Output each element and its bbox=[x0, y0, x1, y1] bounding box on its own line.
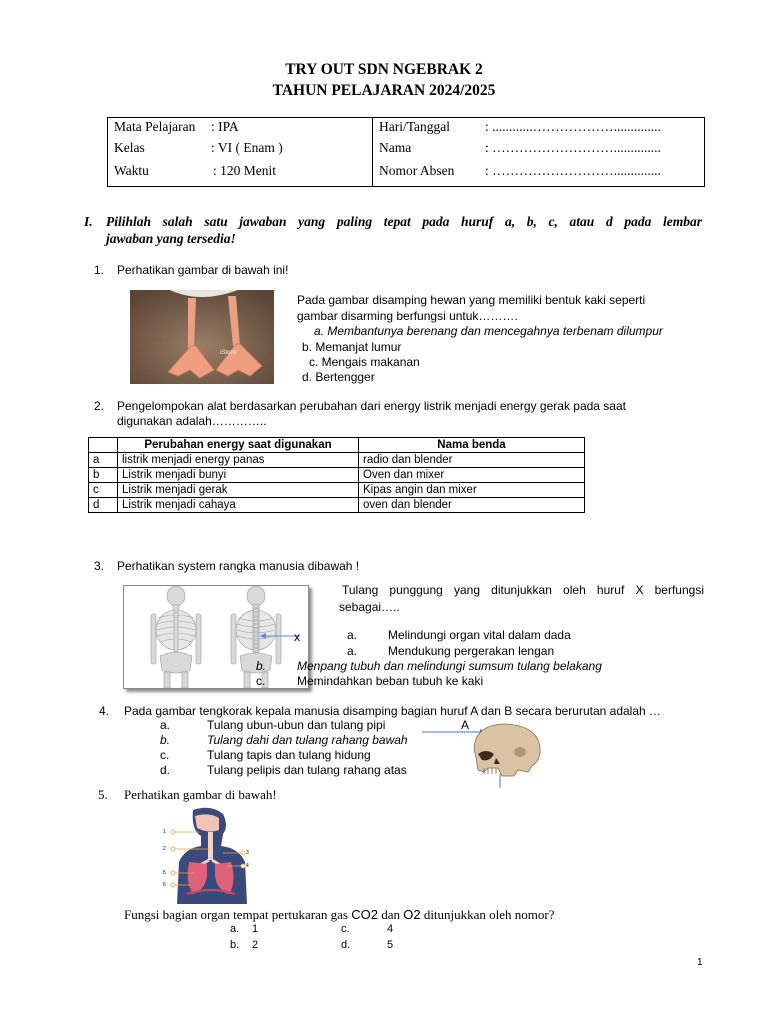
q5-option-b-letter: b. bbox=[230, 939, 240, 951]
section-instruction-line1: Pilihlah salah satu jawaban yang paling tepat pada huruf a, b, c, atau d pada lembar bbox=[106, 214, 702, 229]
q3-option-1-text: Melindungi organ vital dalam dada bbox=[388, 628, 571, 642]
absence-number-field: : ……………………….............. bbox=[485, 163, 661, 178]
q3-text-line2: sebagai….. bbox=[339, 600, 400, 614]
q3-text-line1: Tulang punggung yang ditunjukkan oleh huruf X berfungsi bbox=[342, 583, 704, 597]
row-item: Oven dan mixer bbox=[359, 468, 585, 483]
table-row bbox=[89, 453, 585, 468]
q3-option-2-text: Mendukung pergerakan lengan bbox=[388, 644, 555, 658]
q5-option-b-text: 2 bbox=[252, 939, 259, 951]
class-label: Kelas bbox=[114, 140, 145, 155]
respiratory-diagram bbox=[165, 806, 255, 904]
section-instruction-line2: jawaban yang tersedia! bbox=[106, 231, 236, 246]
q3-option-4-letter: c. bbox=[256, 674, 266, 688]
q4-option-d-letter: d. bbox=[160, 763, 171, 777]
q2-text-line1: Pengelompokan alat berdasarkan perubahan dari energy listrik menjadi energy gerak pada saat bbox=[117, 399, 626, 413]
date-field: : ............……………….............. bbox=[485, 119, 661, 134]
q4-number: 4. bbox=[99, 704, 110, 718]
q1-option-c: c. Mengais makanan bbox=[309, 355, 420, 369]
q3-option-4-text: Memindahkan beban tubuh ke kaki bbox=[297, 674, 484, 688]
q5-question bbox=[124, 907, 555, 923]
q5-option-d-text: 5 bbox=[387, 939, 394, 951]
q5-option-c-letter: c. bbox=[341, 923, 350, 935]
diagram-label-2: 2 bbox=[163, 846, 166, 852]
q4-marker-a: A bbox=[461, 718, 470, 732]
q4-text: Pada gambar tengkorak kepala manusia disamping bagian huruf A dan B secara berurutan adalah … bbox=[124, 704, 662, 718]
q5-option-c-text: 4 bbox=[387, 923, 394, 935]
row-letter: a bbox=[89, 453, 118, 468]
subject-value: : IPA bbox=[211, 119, 239, 134]
energy-table bbox=[88, 437, 585, 513]
table-header-row bbox=[89, 438, 585, 453]
image-watermark: iStock bbox=[220, 350, 237, 356]
info-box-divider bbox=[372, 118, 373, 186]
duck-feet-image bbox=[130, 290, 274, 384]
q5-gas-o2: O2 bbox=[403, 907, 421, 922]
q2-number: 2. bbox=[94, 399, 105, 413]
row-letter: c bbox=[89, 483, 118, 498]
row-letter: b bbox=[89, 468, 118, 483]
page-title-line1: TRY OUT SDN NGEBRAK 2 bbox=[285, 61, 483, 78]
q4-option-b-letter: b. bbox=[160, 733, 171, 747]
q3-prompt: Perhatikan system rangka manusia dibawah ! bbox=[117, 559, 360, 573]
q5-question-post: ditunjukkan oleh nomor? bbox=[420, 907, 555, 922]
date-label: Hari/Tanggal bbox=[379, 119, 451, 134]
diagram-label-6: 6 bbox=[163, 882, 166, 888]
q4-option-b-text: Tulang dahi dan tulang rahang bawah bbox=[207, 733, 408, 747]
q4-option-a-letter: a. bbox=[160, 718, 171, 732]
table-header-blank bbox=[89, 438, 118, 453]
q5-number: 5. bbox=[98, 787, 108, 802]
q1-text-line1: Pada gambar disamping hewan yang memiliki bentuk kaki seperti bbox=[297, 293, 646, 307]
table-row bbox=[89, 468, 585, 483]
q5-question-mid: dan bbox=[377, 907, 404, 922]
row-change: Listrik menjadi cahaya bbox=[118, 498, 359, 513]
row-item: radio dan blender bbox=[359, 453, 585, 468]
skull-image bbox=[414, 718, 548, 788]
row-change: Listrik menjadi gerak bbox=[118, 483, 359, 498]
row-letter: d bbox=[89, 498, 118, 513]
diagram-label-1: 1 bbox=[163, 829, 166, 835]
q5-gas-co2: CO2 bbox=[351, 907, 378, 922]
q3-number: 3. bbox=[94, 559, 105, 573]
q3-option-3-letter: b. bbox=[256, 659, 267, 673]
q5-option-a-letter: a. bbox=[230, 923, 240, 935]
absence-number-label: Nomor Absen bbox=[379, 163, 455, 178]
row-change: listrik menjadi energy panas bbox=[118, 453, 359, 468]
diagram-label-4: 4 bbox=[246, 863, 249, 869]
diagram-label-3: 3 bbox=[246, 850, 249, 856]
q3-marker-x: x bbox=[294, 630, 300, 644]
q1-text-line2: gambar disarming berfungsi untuk………. bbox=[297, 309, 518, 323]
q5-question-pre: Fungsi bagian organ tempat pertukaran gas bbox=[124, 907, 352, 922]
subject-label: Mata Pelajaran bbox=[114, 119, 196, 134]
row-change: Listrik menjadi bunyi bbox=[118, 468, 359, 483]
q5-option-d-letter: d. bbox=[341, 939, 351, 951]
q2-text-line2: digunakan adalah………….. bbox=[117, 414, 267, 428]
q5-option-a-text: 1 bbox=[252, 923, 259, 935]
skeleton-image bbox=[123, 585, 309, 689]
q4-option-d-text: Tulang pelipis dan tulang rahang atas bbox=[207, 763, 407, 777]
table-header-change: Perubahan energy saat digunakan bbox=[118, 438, 359, 453]
q3-option-2-letter: a. bbox=[347, 644, 358, 658]
table-row bbox=[89, 483, 585, 498]
q3-option-1-letter: a. bbox=[347, 628, 358, 642]
name-label: Nama bbox=[379, 140, 412, 155]
name-field: : ……………………….............. bbox=[485, 140, 661, 155]
q1-option-b: b. Memanjat lumur bbox=[302, 340, 402, 354]
table-header-item: Nama benda bbox=[359, 438, 585, 453]
q4-option-c-letter: c. bbox=[160, 748, 170, 762]
q1-option-a: a. Membantunya berenang dan mencegahnya terbenam dilumpur bbox=[314, 324, 663, 338]
diagram-label-5: 5 bbox=[163, 870, 166, 876]
q3-option-3-text: Menpang tubuh dan melindungi sumsum tulang belakang bbox=[297, 659, 602, 673]
page-title-line2: TAHUN PELAJARAN 2024/2025 bbox=[272, 82, 496, 99]
table-row bbox=[89, 498, 585, 513]
page-number: 1 bbox=[697, 957, 703, 968]
q5-prompt: Perhatikan gambar di bawah! bbox=[124, 787, 277, 802]
q1-prompt: Perhatikan gambar di bawah ini! bbox=[117, 263, 289, 277]
row-item: oven dan blender bbox=[359, 498, 585, 513]
section-number: I. bbox=[84, 214, 93, 229]
time-label: Waktu bbox=[114, 163, 149, 178]
q1-number: 1. bbox=[94, 263, 105, 277]
class-value: : VI ( Enam ) bbox=[211, 140, 283, 155]
q4-option-a-text: Tulang ubun-ubun dan tulang pipi bbox=[207, 718, 386, 732]
q1-option-d: d. Bertengger bbox=[302, 370, 375, 384]
row-item: Kipas angin dan mixer bbox=[359, 483, 585, 498]
q4-option-c-text: Tulang tapis dan tulang hidung bbox=[207, 748, 371, 762]
time-value: : 120 Menit bbox=[213, 163, 276, 178]
